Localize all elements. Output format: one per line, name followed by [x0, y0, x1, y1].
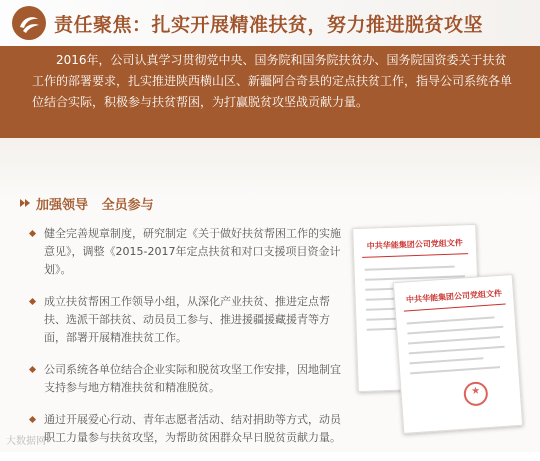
bullet-marker — [29, 416, 36, 423]
document-line — [409, 357, 483, 364]
bullet-text: 成立扶贫帮困工作领导小组，从深化产业扶贫、推进定点帮扶、选派干部扶贫、动员员工参与、推进援疆援藏援青等方面，部署开展精准扶贫工作。 — [44, 295, 330, 344]
arrow-right-icon — [18, 196, 32, 210]
document-line — [410, 366, 500, 374]
list-item — [30, 225, 348, 279]
section-title: 加强领导 全员参与 — [36, 197, 154, 213]
document-line — [409, 346, 505, 355]
bullet-text: 通过开展爱心行动、青年志愿者活动、结对捐助等方式，动员职工力量参与扶贫攻坚，为帮助贫困群众早日脱贫贡献力量。 — [44, 413, 341, 444]
bullet-text: 公司系统各单位结合企业实际和脱贫攻坚工作安排，因地制宜支持参与地方精准扶贫和精准脱贫。 — [44, 363, 341, 394]
flame-swirl-icon — [11, 5, 47, 41]
document-line — [407, 326, 503, 335]
document-header: 中共华能集团公司党组文件 — [366, 237, 463, 251]
bullet-list — [30, 225, 348, 461]
red-seal-icon — [463, 381, 489, 407]
document-image-front — [393, 274, 523, 434]
document-rule — [362, 253, 468, 258]
background-texture — [0, 138, 540, 198]
section-heading — [18, 194, 154, 212]
list-item — [30, 361, 348, 397]
document-line — [365, 266, 455, 271]
intro-paragraph: 2016年，公司认真学习贯彻党中央、国务院和国务院扶贫办、国务院国资委关于扶贫工作的部署要求，扎实推进陕西横山区、新疆阿合奇县的定点扶贫工作，指导公司系统各单位结合实际，积极参与扶贫帮困，为打赢脱贫攻坚战贡献力量。 — [32, 53, 513, 109]
page-title: 责任聚焦：扎实开展精准扶贫，努力推进脱贫攻坚 — [54, 14, 484, 36]
bullet-marker — [29, 366, 36, 373]
title-band — [0, 0, 540, 46]
intro-box — [0, 46, 540, 138]
bullet-text: 健全完善规章制度，研究制定《关于做好扶贫帮困工作的实施意见》，调整《2015-2017年定点扶贫和对口支援项目资金计划》。 — [44, 227, 341, 276]
list-item — [30, 411, 348, 447]
watermark: 大数据网 — [6, 436, 46, 447]
bullet-marker — [29, 230, 36, 237]
list-item — [30, 293, 348, 347]
bullet-marker — [29, 298, 36, 305]
document-line — [407, 316, 495, 324]
document-rule — [404, 304, 506, 312]
document-line — [408, 336, 500, 344]
document-header: 中共华能集团公司党组文件 — [405, 287, 503, 305]
